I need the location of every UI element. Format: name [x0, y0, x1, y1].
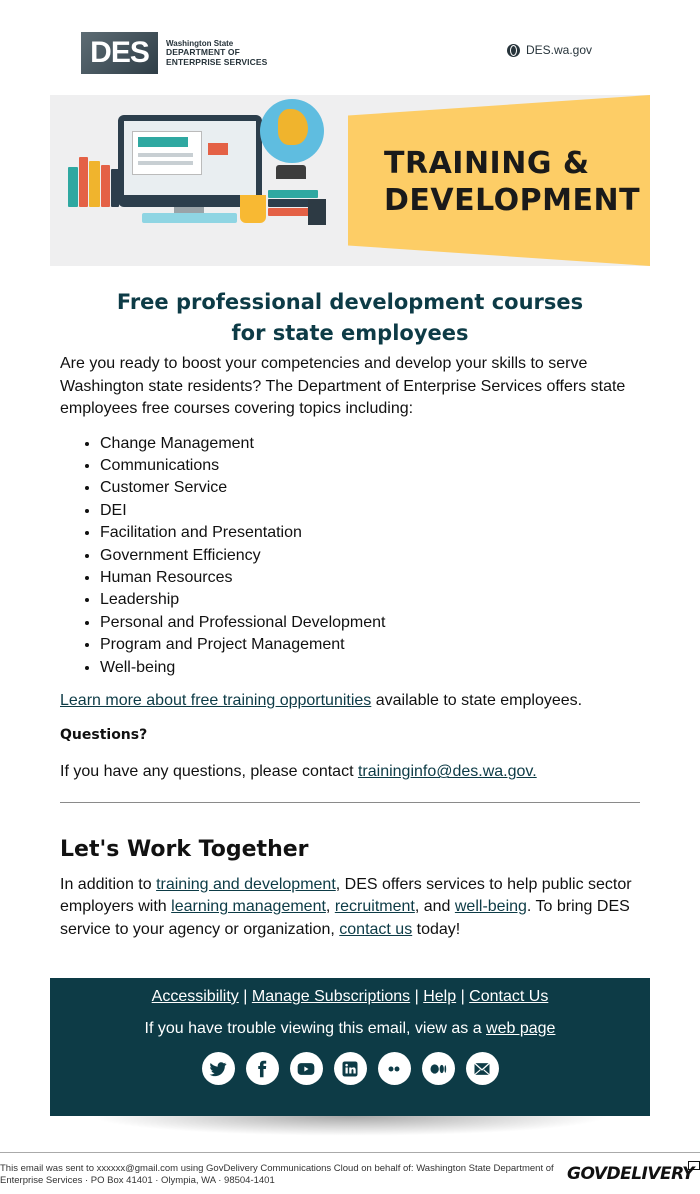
learn-more-link[interactable]: Learn more about free training opportunities — [60, 691, 372, 709]
facebook-icon[interactable] — [246, 1052, 279, 1085]
contact-us-link[interactable]: contact us — [339, 920, 413, 938]
work-text-2: , DES offers services to help public sector employers with — [60, 875, 632, 916]
footer-shadow — [90, 1116, 610, 1136]
logo-line-2: DEPARTMENT OF — [166, 46, 240, 57]
work-text-4: , and — [414, 898, 455, 916]
list-item: • Communications — [100, 455, 640, 477]
questions-text: If you have any questions, please contact — [60, 763, 358, 781]
youtube-icon[interactable] — [290, 1052, 323, 1085]
list-item: • Government Efficiency — [100, 545, 640, 567]
training-email-link[interactable]: traininginfo@des.wa.gov. — [357, 763, 537, 781]
manage-subscriptions-link[interactable]: Manage Subscriptions — [251, 988, 411, 1005]
footer-separator: | — [238, 988, 252, 1005]
logo-line-1: Washington State — [166, 38, 234, 48]
web-page-link[interactable]: web page — [486, 1020, 556, 1037]
learn-more-paragraph — [60, 690, 640, 713]
list-item: • DEI — [100, 500, 640, 522]
list-item: • Program and Project Management — [100, 634, 640, 656]
headline-line-1: Free professional development courses — [116, 290, 584, 314]
email-icon[interactable] — [466, 1052, 499, 1085]
site-link[interactable] — [507, 43, 592, 57]
twitter-icon[interactable] — [202, 1052, 235, 1085]
section-divider — [60, 802, 640, 803]
work-together-paragraph — [60, 874, 640, 942]
delivery-notice: This email was sent to xxxxxx@gmail.com using GovDelivery Communications Cloud on behalf of: Washington State Department of Enterprise Services · PO Box 41401 · Olympia, WA · 98504-1401 — [0, 1163, 554, 1186]
list-item: • Change Management — [100, 433, 640, 455]
page-title — [60, 287, 640, 349]
banner-title — [384, 145, 640, 219]
accessibility-link[interactable]: Accessibility — [151, 988, 239, 1005]
footer-separator: | — [456, 988, 470, 1005]
view-text: If you have trouble viewing this email, view as a — [144, 1020, 487, 1037]
list-item: • Well-being — [100, 657, 640, 679]
social-links — [50, 1052, 650, 1085]
work-together-heading: Let's Work Together — [60, 836, 309, 862]
banner-title-line-2: DEVELOPMENT — [384, 183, 641, 218]
globe-illustration — [260, 99, 324, 163]
list-item: • Human Resources — [100, 567, 640, 589]
bottom-divider — [0, 1152, 700, 1153]
help-link[interactable]: Help — [423, 988, 457, 1005]
view-web-page-line — [50, 1020, 650, 1038]
recruitment-link[interactable]: recruitment — [334, 898, 415, 916]
mug-illustration — [240, 195, 266, 223]
flickr-icon[interactable] — [378, 1052, 411, 1085]
work-text-3: , — [325, 898, 335, 916]
list-item: • Facilitation and Presentation — [100, 522, 640, 544]
email-header — [50, 22, 650, 92]
email-footer — [50, 978, 650, 1116]
logo-line-3: ENTERPRISE SERVICES — [166, 56, 268, 67]
work-text-6: today! — [412, 920, 461, 938]
training-banner — [50, 95, 650, 266]
well-being-link[interactable]: well-being — [454, 898, 527, 916]
main-content — [60, 287, 640, 941]
footer-links — [50, 988, 650, 1006]
work-text-1: In addition to — [60, 875, 157, 893]
list-item: • Leadership — [100, 589, 640, 611]
questions-heading: Questions? — [60, 727, 148, 744]
logo-mark: DES — [81, 32, 158, 74]
learn-more-rest: available to state employees. — [371, 691, 583, 709]
logo-text — [166, 39, 267, 68]
list-item: • Customer Service — [100, 477, 640, 499]
banner-title-line-1: TRAINING & — [384, 146, 590, 181]
linkedin-icon[interactable] — [334, 1052, 367, 1085]
footer-separator: | — [410, 988, 424, 1005]
site-link-text: DES.wa.gov — [525, 43, 592, 57]
questions-paragraph — [60, 761, 640, 784]
computer-illustration — [118, 115, 262, 207]
intro-paragraph: Are you ready to boost your competencies and develop your skills to serve Washington state residents? The Department of Enterprise Services offers state employees free courses covering topics including: — [60, 355, 626, 417]
work-text-5: . To bring DES service to your agency or organization, — [60, 898, 630, 938]
headline-line-2: for state employees — [231, 321, 469, 345]
footer-contact-us-link[interactable]: Contact Us — [469, 988, 549, 1005]
govdelivery-logo[interactable]: GOVDELIVERY — [567, 1164, 694, 1184]
pencil-cup-illustration — [308, 199, 326, 225]
list-item: • Personal and Professional Development — [100, 612, 640, 634]
des-logo[interactable] — [81, 32, 267, 74]
topics-list — [60, 433, 640, 679]
learning-management-link[interactable]: learning management — [171, 898, 326, 916]
globe-icon — [507, 44, 520, 57]
medium-icon[interactable] — [422, 1052, 455, 1085]
training-development-link[interactable]: training and development — [156, 875, 336, 893]
